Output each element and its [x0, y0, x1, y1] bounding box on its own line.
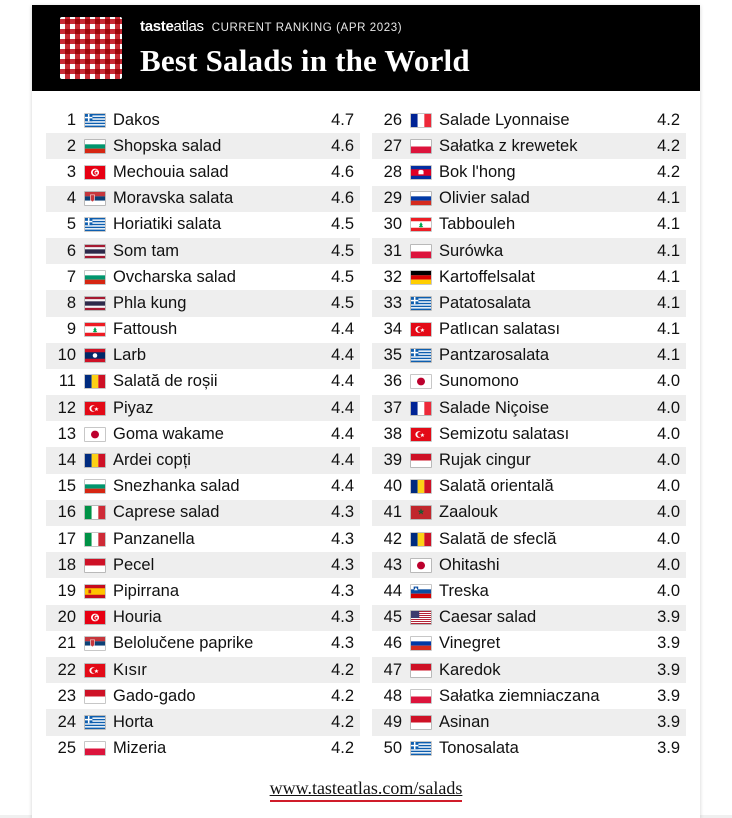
brand-bold: taste	[140, 17, 174, 35]
flag-romania-icon	[84, 374, 106, 389]
dish-score: 3.9	[657, 712, 680, 731]
flag-thailand-icon	[84, 244, 106, 259]
rank-number: 1	[66, 110, 76, 129]
ranking-row[interactable]	[46, 159, 360, 185]
ranking-row[interactable]	[46, 578, 360, 604]
dish-name: Phla kung	[113, 293, 187, 312]
dish-name: Sałatka ziemniaczana	[439, 686, 600, 705]
ranking-row[interactable]	[46, 605, 360, 631]
ranking-row[interactable]	[46, 290, 360, 316]
dish-score: 4.3	[331, 608, 354, 627]
ranking-row[interactable]	[372, 212, 686, 238]
ranking-row[interactable]	[372, 605, 686, 631]
ranking-row[interactable]	[372, 447, 686, 473]
rank-number: 35	[383, 346, 402, 365]
dish-name: Mechouia salad	[113, 162, 229, 181]
dish-score: 4.4	[331, 372, 354, 391]
rank-number: 9	[66, 320, 76, 339]
rank-number: 42	[383, 529, 402, 548]
flag-cambodia-icon	[410, 165, 432, 180]
dish-name: Caesar salad	[439, 608, 537, 627]
dish-score: 4.5	[331, 241, 354, 260]
rank-number: 22	[57, 660, 76, 679]
ranking-row[interactable]	[46, 238, 360, 264]
flag-france-icon	[410, 113, 432, 128]
dish-score: 4.2	[331, 712, 354, 731]
rank-number: 12	[57, 398, 76, 417]
flag-italy-icon	[84, 505, 106, 520]
dish-score: 4.0	[657, 581, 680, 600]
flag-italy-icon	[84, 532, 106, 547]
rank-number: 45	[383, 608, 402, 627]
dish-score: 4.6	[331, 189, 354, 208]
rank-number: 34	[383, 320, 402, 339]
ranking-row[interactable]	[46, 500, 360, 526]
rank-number: 11	[58, 372, 76, 391]
dish-score: 4.0	[657, 398, 680, 417]
dish-name: Goma wakame	[113, 424, 224, 443]
flag-indonesia-icon	[84, 689, 106, 704]
tasteatlas-checkered-logo-icon	[60, 17, 122, 79]
dish-name: Kartoffelsalat	[439, 267, 536, 286]
ranking-row[interactable]	[372, 526, 686, 552]
rank-number: 28	[383, 162, 402, 181]
ranking-row[interactable]	[46, 317, 360, 343]
ranking-row[interactable]	[372, 631, 686, 657]
footer-url-link[interactable]: www.tasteatlas.com/salads	[270, 778, 463, 802]
flag-bulgaria-icon	[84, 270, 106, 285]
flag-poland-icon	[410, 244, 432, 259]
flag-poland-icon	[84, 741, 106, 756]
dish-name: Bok l'hong	[439, 162, 516, 181]
ranking-row[interactable]	[372, 290, 686, 316]
rank-number: 10	[57, 346, 76, 365]
dish-name: Shopska salad	[113, 136, 222, 155]
flag-poland-icon	[410, 139, 432, 154]
rank-number: 2	[66, 136, 76, 155]
rank-number: 6	[66, 241, 76, 260]
ranking-row[interactable]	[372, 343, 686, 369]
ranking-row[interactable]	[46, 552, 360, 578]
flag-turkey-icon	[410, 427, 432, 442]
dish-score: 4.2	[331, 660, 354, 679]
dish-name: Mizeria	[113, 739, 167, 758]
flag-indonesia-icon	[410, 663, 432, 678]
flag-turkey-icon	[410, 322, 432, 337]
rank-number: 44	[383, 581, 402, 600]
dish-name: Horiatiki salata	[113, 215, 222, 234]
dish-score: 4.0	[657, 555, 680, 574]
ranking-row[interactable]	[46, 447, 360, 473]
flag-japan-icon	[410, 558, 432, 573]
ranking-row[interactable]	[372, 317, 686, 343]
ranking-row[interactable]	[372, 369, 686, 395]
ranking-row[interactable]	[372, 159, 686, 185]
dish-score: 4.3	[331, 555, 354, 574]
flag-turkey-icon	[84, 663, 106, 678]
rank-number: 49	[383, 712, 402, 731]
dish-score: 4.4	[331, 451, 354, 470]
dish-name: Dakos	[113, 110, 160, 129]
dish-score: 4.6	[331, 136, 354, 155]
dish-name: Ohitashi	[439, 555, 500, 574]
dish-name: Treska	[439, 581, 489, 600]
ranking-column-left	[46, 107, 366, 762]
ranking-row[interactable]	[372, 264, 686, 290]
flag-japan-icon	[410, 374, 432, 389]
rank-number: 5	[66, 215, 76, 234]
rank-number: 39	[383, 451, 402, 470]
ranking-card	[32, 5, 700, 818]
dish-name: Surówka	[439, 241, 504, 260]
ranking-row[interactable]	[372, 683, 686, 709]
ranking-row[interactable]	[46, 657, 360, 683]
dish-name: Salată de roșii	[113, 372, 218, 391]
rank-number: 19	[57, 581, 76, 600]
rank-number: 3	[66, 162, 76, 181]
dish-name: Tonosalata	[439, 739, 519, 758]
rank-number: 50	[383, 739, 402, 758]
footer	[32, 768, 700, 818]
dish-name: Larb	[113, 346, 147, 365]
dish-score: 4.0	[657, 477, 680, 496]
rank-number: 38	[383, 424, 402, 443]
rank-number: 15	[57, 477, 76, 496]
flag-greece-icon	[84, 217, 106, 232]
flag-greece-icon	[84, 715, 106, 730]
dish-score: 3.9	[657, 660, 680, 679]
flag-lebanon-icon	[410, 217, 432, 232]
dish-name: Pantzarosalata	[439, 346, 550, 365]
rank-number: 8	[66, 293, 76, 312]
flag-bulgaria-icon	[84, 479, 106, 494]
rank-number: 18	[57, 555, 76, 574]
ranking-column-right	[366, 107, 686, 762]
dish-score: 4.4	[331, 477, 354, 496]
dish-score: 4.1	[657, 293, 680, 312]
dish-name: Belolučene paprike	[113, 634, 254, 653]
rank-number: 40	[383, 477, 402, 496]
flag-france-icon	[410, 401, 432, 416]
rank-number: 21	[57, 634, 76, 653]
dish-name: Patlıcan salatası	[439, 320, 561, 339]
dish-score: 4.4	[331, 346, 354, 365]
dish-name: Som tam	[113, 241, 180, 260]
dish-name: Tabbouleh	[439, 215, 516, 234]
flag-tunisia-icon	[84, 610, 106, 625]
dish-score: 4.1	[657, 215, 680, 234]
dish-name: Semizotu salatası	[439, 424, 570, 443]
dish-name: Sunomono	[439, 372, 519, 391]
dish-name: Kısır	[113, 660, 147, 679]
dish-score: 4.2	[657, 136, 680, 155]
rank-number: 33	[383, 293, 402, 312]
ranking-row[interactable]	[46, 474, 360, 500]
dish-name: Piyaz	[113, 398, 154, 417]
flag-romania-icon	[84, 453, 106, 468]
ranking-row[interactable]	[372, 238, 686, 264]
ranking-row[interactable]	[46, 421, 360, 447]
rank-number: 32	[383, 267, 402, 286]
flag-japan-icon	[84, 427, 106, 442]
ranking-row[interactable]	[46, 186, 360, 212]
dish-name: Salade Lyonnaise	[439, 110, 570, 129]
dish-score: 3.9	[657, 608, 680, 627]
ranking-row[interactable]	[372, 107, 686, 133]
ranking-row[interactable]	[372, 395, 686, 421]
flag-bulgaria-icon	[84, 139, 106, 154]
rank-number: 4	[66, 189, 76, 208]
brand-line	[140, 18, 470, 36]
ranking-row[interactable]	[46, 395, 360, 421]
ranking-row[interactable]	[372, 186, 686, 212]
flag-indonesia-icon	[410, 715, 432, 730]
dish-score: 4.3	[331, 634, 354, 653]
page-title: Best Salads in the World	[140, 42, 470, 78]
ranking-row[interactable]	[372, 709, 686, 735]
flag-greece-icon	[410, 296, 432, 311]
ranking-row[interactable]	[46, 526, 360, 552]
flag-spain-icon	[84, 584, 106, 599]
rank-number: 27	[383, 136, 402, 155]
flag-romania-icon	[410, 479, 432, 494]
dish-score: 4.0	[657, 529, 680, 548]
rank-number: 14	[57, 451, 76, 470]
flag-greece-icon	[410, 348, 432, 363]
rank-number: 7	[66, 267, 76, 286]
dish-score: 3.9	[657, 634, 680, 653]
flag-germany-icon	[410, 270, 432, 285]
dish-score: 4.6	[331, 162, 354, 181]
dish-score: 4.4	[331, 398, 354, 417]
dish-score: 4.2	[657, 110, 680, 129]
dish-score: 4.5	[331, 293, 354, 312]
dish-name: Ardei copți	[113, 451, 191, 470]
flag-tunisia-icon	[84, 165, 106, 180]
dish-score: 4.1	[657, 267, 680, 286]
dish-name: Pecel	[113, 555, 155, 574]
dish-score: 4.4	[331, 320, 354, 339]
dish-name: Zaalouk	[439, 503, 498, 522]
dish-score: 4.0	[657, 372, 680, 391]
dish-score: 4.2	[331, 739, 354, 758]
dish-name: Horta	[113, 712, 154, 731]
ranking-row[interactable]	[372, 474, 686, 500]
rank-number: 41	[383, 503, 402, 522]
dish-name: Moravska salata	[113, 189, 234, 208]
dish-name: Patatosalata	[439, 293, 531, 312]
flag-morocco-icon	[410, 505, 432, 520]
flag-serbia-icon	[84, 636, 106, 651]
dish-name: Ovcharska salad	[113, 267, 236, 286]
dish-name: Karedok	[439, 660, 501, 679]
header-text	[140, 18, 470, 79]
dish-score: 4.3	[331, 503, 354, 522]
dish-score: 4.0	[657, 451, 680, 470]
ranking-row[interactable]	[372, 657, 686, 683]
rank-number: 47	[383, 660, 402, 679]
flag-greece-icon	[410, 741, 432, 756]
ranking-row[interactable]	[46, 683, 360, 709]
flag-romania-icon	[410, 532, 432, 547]
dish-score: 4.3	[331, 581, 354, 600]
flag-indonesia-icon	[84, 558, 106, 573]
flag-poland-icon	[410, 689, 432, 704]
dish-name: Olivier salad	[439, 189, 530, 208]
ranking-row[interactable]	[372, 500, 686, 526]
rank-number: 37	[383, 398, 402, 417]
flag-thailand-icon	[84, 296, 106, 311]
dish-score: 4.0	[657, 503, 680, 522]
dish-score: 4.7	[331, 110, 354, 129]
dish-score: 4.1	[657, 241, 680, 260]
ranking-row[interactable]	[372, 736, 686, 762]
flag-serbia-icon	[84, 191, 106, 206]
flag-slovenia-icon	[410, 584, 432, 599]
dish-name: Houria	[113, 608, 162, 627]
ranking-note: CURRENT RANKING (APR 2023)	[211, 21, 403, 34]
ranking-row[interactable]	[372, 552, 686, 578]
dish-name: Caprese salad	[113, 503, 220, 522]
dish-score: 4.1	[657, 320, 680, 339]
ranking-row[interactable]	[372, 133, 686, 159]
dish-name: Snezhanka salad	[113, 477, 240, 496]
rank-number: 36	[383, 372, 402, 391]
dish-name: Pipirrana	[113, 581, 180, 600]
rank-number: 25	[57, 739, 76, 758]
ranking-row[interactable]	[46, 631, 360, 657]
flag-indonesia-icon	[410, 453, 432, 468]
dish-score: 4.2	[657, 162, 680, 181]
brand-logo-text	[140, 18, 204, 35]
header	[32, 5, 700, 91]
brand-thin: atlas	[173, 17, 204, 35]
dish-name: Salată de sfeclă	[439, 529, 557, 548]
rank-number: 46	[383, 634, 402, 653]
dish-name: Sałatka z krewetek	[439, 136, 578, 155]
dish-score: 3.9	[657, 739, 680, 758]
ranking-row[interactable]	[372, 421, 686, 447]
rank-number: 31	[383, 241, 402, 260]
dish-name: Rujak cingur	[439, 451, 531, 470]
ranking-row[interactable]	[372, 578, 686, 604]
flag-lebanon-icon	[84, 322, 106, 337]
rank-number: 48	[383, 686, 402, 705]
ranking-row[interactable]	[46, 709, 360, 735]
rank-number: 26	[383, 110, 402, 129]
dish-score: 3.9	[657, 686, 680, 705]
flag-turkey-icon	[84, 401, 106, 416]
dish-score: 4.1	[657, 346, 680, 365]
dish-name: Vinegret	[439, 634, 501, 653]
dish-name: Fattoush	[113, 320, 178, 339]
rank-number: 43	[383, 555, 402, 574]
ranking-row[interactable]	[46, 107, 360, 133]
flag-usa-icon	[410, 610, 432, 625]
dish-score: 4.2	[331, 686, 354, 705]
rank-number: 13	[57, 424, 76, 443]
dish-name: Gado-gado	[113, 686, 196, 705]
rank-number: 24	[57, 712, 76, 731]
dish-score: 4.5	[331, 267, 354, 286]
dish-score: 4.4	[331, 424, 354, 443]
dish-name: Salată orientală	[439, 477, 554, 496]
dish-name: Asinan	[439, 712, 490, 731]
flag-russia-icon	[410, 636, 432, 651]
rank-number: 16	[57, 503, 76, 522]
rank-number: 20	[57, 608, 76, 627]
rank-number: 23	[57, 686, 76, 705]
ranking-columns	[32, 91, 700, 768]
rank-number: 29	[383, 189, 402, 208]
flag-russia-icon	[410, 191, 432, 206]
dish-name: Salade Niçoise	[439, 398, 550, 417]
ranking-row[interactable]	[46, 343, 360, 369]
ranking-row[interactable]	[46, 264, 360, 290]
rank-number: 17	[57, 529, 76, 548]
ranking-row[interactable]	[46, 369, 360, 395]
dish-score: 4.3	[331, 529, 354, 548]
flag-laos-icon	[84, 348, 106, 363]
dish-name: Panzanella	[113, 529, 195, 548]
ranking-row[interactable]	[46, 133, 360, 159]
ranking-row[interactable]	[46, 736, 360, 762]
dish-score: 4.1	[657, 189, 680, 208]
rank-number: 30	[383, 215, 402, 234]
dish-score: 4.5	[331, 215, 354, 234]
ranking-row[interactable]	[46, 212, 360, 238]
dish-score: 4.0	[657, 424, 680, 443]
flag-greece-icon	[84, 113, 106, 128]
